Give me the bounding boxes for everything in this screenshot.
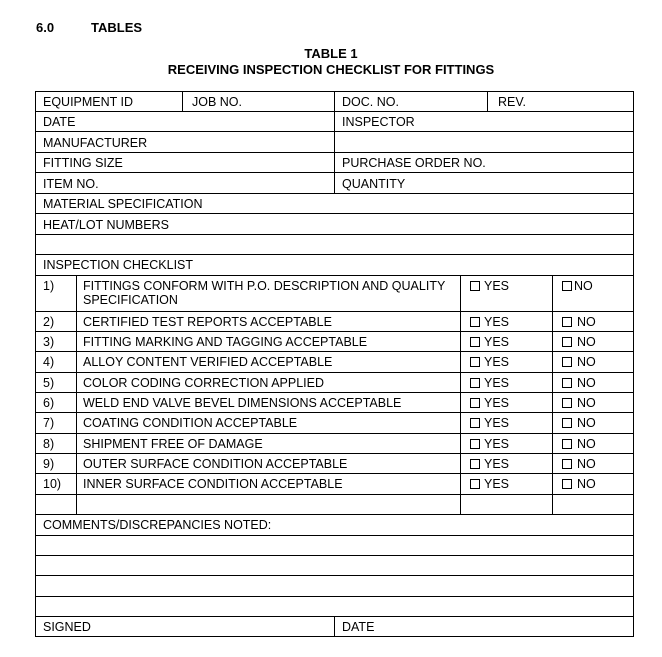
equipment-id-label: EQUIPMENT ID <box>43 95 134 109</box>
item-text: COLOR CODING CORRECTION APPLIED <box>83 376 325 390</box>
no-label: NO <box>577 477 596 491</box>
item-text: OUTER SURFACE CONDITION ACCEPTABLE <box>83 457 348 471</box>
no-label: NO <box>577 457 596 471</box>
no-checkbox[interactable] <box>562 439 572 449</box>
table-number: TABLE 1 <box>304 46 358 61</box>
job-no-label: JOB NO. <box>192 95 243 109</box>
rev-label: REV. <box>498 95 527 109</box>
material-specification-label: MATERIAL SPECIFICATION <box>43 197 203 211</box>
item-text: CERTIFIED TEST REPORTS ACCEPTABLE <box>83 315 332 329</box>
yes-checkbox[interactable] <box>470 459 480 469</box>
yes-label: YES <box>484 477 510 491</box>
no-checkbox[interactable] <box>562 459 572 469</box>
no-checkbox[interactable] <box>562 418 572 428</box>
yes-label: YES <box>484 416 510 430</box>
yes-label: YES <box>484 376 510 390</box>
no-label: NO <box>577 396 596 410</box>
item-text: FITTING MARKING AND TAGGING ACCEPTABLE <box>83 335 368 349</box>
no-checkbox[interactable] <box>562 479 572 489</box>
item-number: 6) <box>43 396 55 410</box>
item-text: WELD END VALVE BEVEL DIMENSIONS ACCEPTABLE <box>83 396 402 410</box>
yes-label: YES <box>484 315 510 329</box>
yes-checkbox[interactable] <box>470 398 480 408</box>
no-label: NO <box>577 437 596 451</box>
inspector-label: INSPECTOR <box>342 115 415 129</box>
yes-checkbox[interactable] <box>470 418 480 428</box>
no-checkbox[interactable] <box>562 357 572 367</box>
quantity-label: QUANTITY <box>342 177 406 191</box>
no-checkbox[interactable] <box>562 398 572 408</box>
item-text: FITTINGS CONFORM WITH P.O. DESCRIPTION AND QUALITY SPECIFICATION <box>83 279 446 307</box>
comments-label: COMMENTS/DISCREPANCIES NOTED: <box>43 518 272 532</box>
item-no-label: ITEM NO. <box>43 177 99 191</box>
yes-checkbox[interactable] <box>470 281 480 291</box>
item-number: 4) <box>43 355 55 369</box>
no-label: NO <box>577 335 596 349</box>
no-checkbox[interactable] <box>562 378 572 388</box>
no-label: NO <box>574 279 593 293</box>
yes-label: YES <box>484 457 510 471</box>
yes-checkbox[interactable] <box>470 439 480 449</box>
yes-checkbox[interactable] <box>470 317 480 327</box>
section-title: TABLES <box>91 20 143 35</box>
no-label: NO <box>577 355 596 369</box>
yes-label: YES <box>484 437 510 451</box>
yes-checkbox[interactable] <box>470 337 480 347</box>
item-number: 7) <box>43 416 55 430</box>
manufacturer-label: MANUFACTURER <box>43 136 148 150</box>
yes-label: YES <box>484 279 510 293</box>
no-label: NO <box>577 416 596 430</box>
no-checkbox[interactable] <box>562 337 572 347</box>
signature-date-label: DATE <box>342 620 375 634</box>
no-label: NO <box>577 315 596 329</box>
item-number: 9) <box>43 457 55 471</box>
signed-label: SIGNED <box>43 620 91 634</box>
item-number: 3) <box>43 335 55 349</box>
item-number: 5) <box>43 376 55 390</box>
table-title: RECEIVING INSPECTION CHECKLIST FOR FITTINGS <box>167 62 495 77</box>
heat-lot-numbers-label: HEAT/LOT NUMBERS <box>43 218 169 232</box>
no-label: NO <box>577 376 596 390</box>
no-checkbox[interactable] <box>562 281 572 291</box>
item-number: 2) <box>43 315 55 329</box>
no-checkbox[interactable] <box>562 317 572 327</box>
item-text: ALLOY CONTENT VERIFIED ACCEPTABLE <box>83 355 333 369</box>
yes-label: YES <box>484 396 510 410</box>
section-number: 6.0 <box>36 20 55 35</box>
date-label: DATE <box>43 115 76 129</box>
yes-checkbox[interactable] <box>470 357 480 367</box>
item-number: 10) <box>43 477 62 491</box>
doc-no-label: DOC. NO. <box>342 95 399 109</box>
item-number: 8) <box>43 437 55 451</box>
yes-label: YES <box>484 335 510 349</box>
item-number: 1) <box>43 279 55 293</box>
yes-checkbox[interactable] <box>470 479 480 489</box>
yes-checkbox[interactable] <box>470 378 480 388</box>
fitting-size-label: FITTING SIZE <box>43 156 123 170</box>
section-heading <box>36 20 142 35</box>
yes-label: YES <box>484 355 510 369</box>
item-text: INNER SURFACE CONDITION ACCEPTABLE <box>83 477 343 491</box>
item-text: SHIPMENT FREE OF DAMAGE <box>83 437 263 451</box>
item-text: COATING CONDITION ACCEPTABLE <box>83 416 298 430</box>
purchase-order-label: PURCHASE ORDER NO. <box>342 156 486 170</box>
inspection-checklist-header: INSPECTION CHECKLIST <box>43 258 194 272</box>
